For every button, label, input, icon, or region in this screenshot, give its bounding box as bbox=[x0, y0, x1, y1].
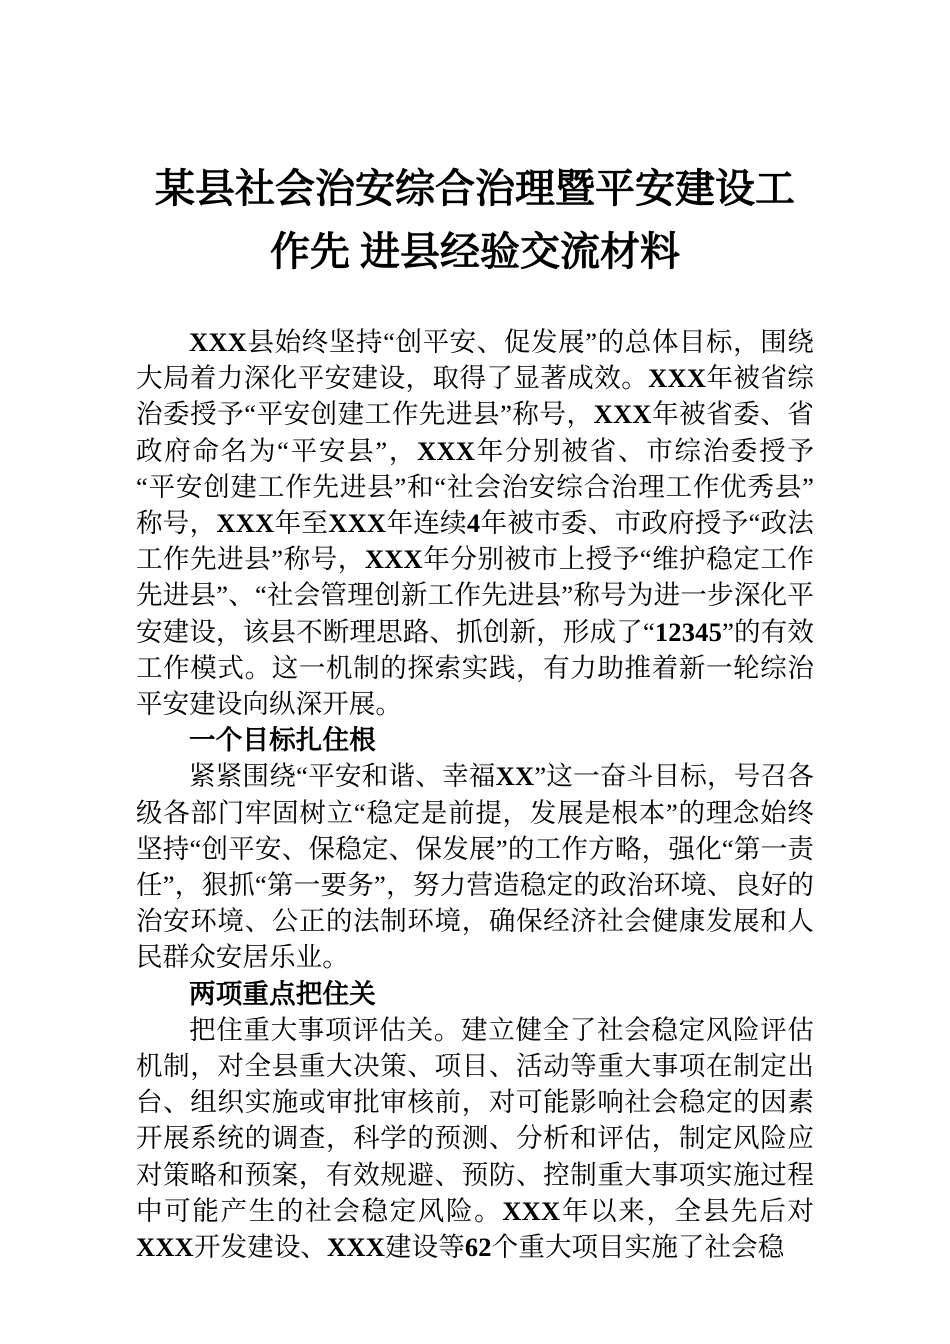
title-line-1: 某县社会治安综合治理暨平安建设工作先 bbox=[155, 166, 795, 274]
paragraph-two-focus-body: 把住重大事项评估关。建立健全了社会稳定风险评估机制，对全县重大决策、项目、活动等重大事项在制定出台、组织实施或审批审核前，对可能影响社会稳定的因素开展系统的调查，科学的预测、分析和评估，制定风险应对策略和预案，有效规避、预防、控制重大事项实施过程中可能产生的社会稳定风险。XXX年以来，全县先后对XXX开发建设、XXX建设等62个重大项目实施了社会稳 bbox=[136, 1014, 814, 1263]
paragraph-one-goal-body: 紧紧围绕“平安和谐、幸福XX”这一奋斗目标，号召各级各部门牢固树立“稳定是前提，发展是根本”的理念始终坚持“创平安、保稳定、保发展”的工作方略，强化“第一责任”，狠抓“第一要务”，努力营造稳定的政治环境、良好的治安环境、公正的法制环境，确保经济社会健康发展和人民群众安居乐业。 bbox=[136, 761, 814, 973]
title-line-2: 进县经验交流材料 bbox=[360, 229, 680, 274]
paragraph-intro: XXX县始终坚持“创平安、促发展”的总体目标，围绕大局着力深化平安建设，取得了显著成效。XXX年被省综治委授予“平安创建工作先进县”称号，XXX年被省委、省政府命名为“平安县”，XXX年分别被省、市综治委授予“平安创建工作先进县”和“社会治安综合治理工作优秀县”称号，XXX年至XXX年连续4年被市委、市政府授予“政法工作先进县”称号，XXX年分别被市上授予“维护稳定工作先进县”、“社会管理创新工作先进县”称号为进一步深化平安建设，该县不断理思路、抓创新，形成了“12345”的有效工作模式。这一机制的探索实践，有力助推着新一轮综治平安建设向纵深开展。 bbox=[136, 327, 815, 720]
section-heading-one-goal: 一个目标扎住根 bbox=[189, 725, 376, 756]
page-title bbox=[136, 157, 814, 283]
document-body bbox=[136, 157, 814, 1265]
section-heading-two-focus: 两项重点把住关 bbox=[189, 978, 376, 1009]
